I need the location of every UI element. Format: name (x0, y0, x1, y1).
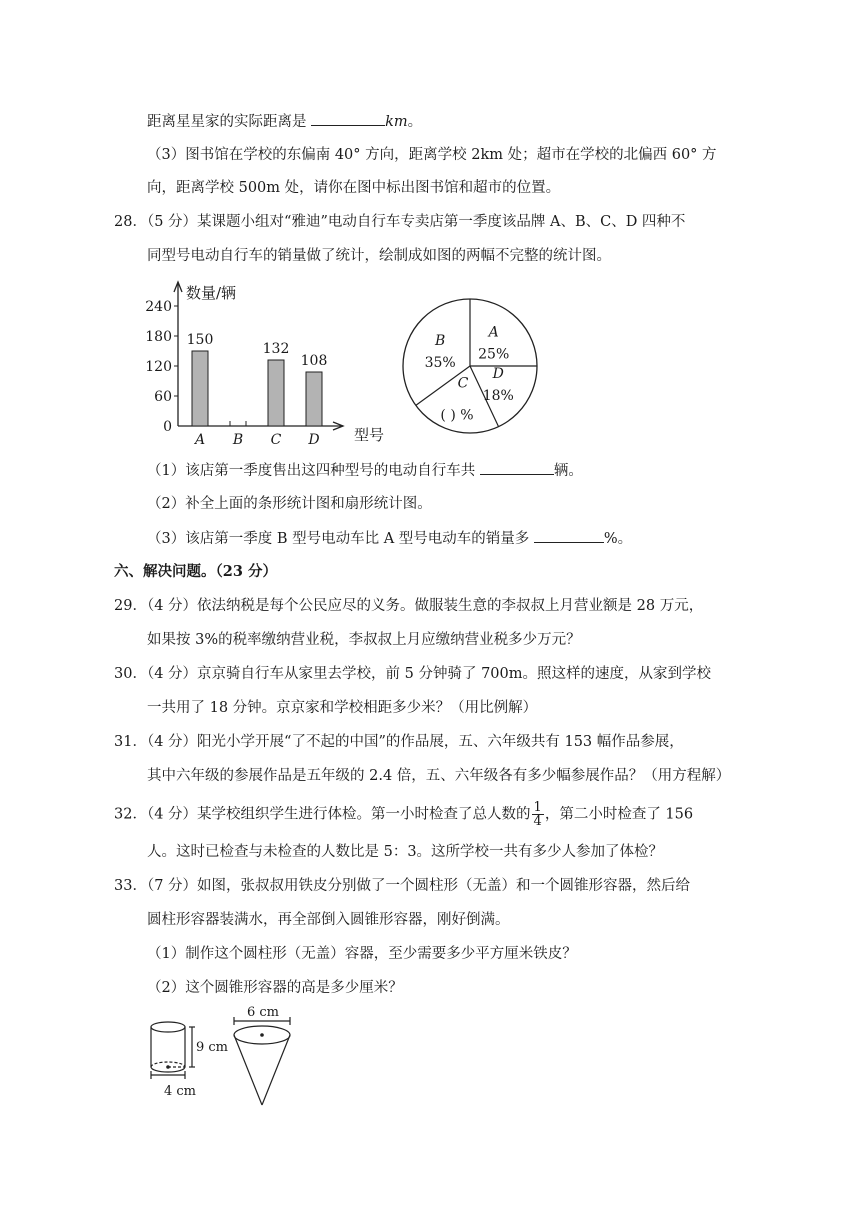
x-tick-label: C (270, 432, 282, 448)
frac-numerator: 1 (533, 800, 542, 815)
q28-sub1-end: 辆。 (553, 463, 583, 479)
bar-chart (140, 278, 400, 448)
q30-line1: 30．（4 分）京京骑自行车从家里去学校，前 5 分钟骑了 700m。照这样的速度，从家到学校 (114, 666, 712, 682)
pie-slice-label-C: ( ) % (440, 407, 474, 424)
q27-part3-line2: 向，距离学校 500m 处，请你在图中标出图书馆和超市的位置。 (147, 180, 561, 196)
y-tick-label: 240 (145, 299, 172, 315)
bar-value-label: 108 (300, 353, 328, 369)
q27-part3-line1: （3）图书馆在学校的东偏南 40° 方向，距离学校 2km 处；超市在学校的北偏西 60° 方 (147, 147, 717, 163)
y-tick-label: 60 (154, 389, 172, 405)
q28-sub3 (147, 528, 632, 549)
x-tick-label: B (232, 432, 244, 448)
fraction-one-quarter (532, 801, 544, 828)
bar-ylabel: 数量/辆 (186, 284, 237, 302)
answer-blank[interactable] (480, 460, 554, 475)
pie-slice-label-B: 35% (424, 354, 456, 371)
answer-blank[interactable] (534, 528, 604, 543)
q28-sub3-text: （3）该店第一季度 B 型号电动车比 A 型号电动车的销量多 (147, 531, 530, 547)
q33-sub1: （1）制作这个圆柱形（无盖）容器，至少需要多少平方厘米铁皮？ (147, 946, 577, 962)
q28-line1: 28．（5 分）某课题小组对“雅迪”电动自行车专卖店第一季度该品牌 A、B、C、D 四种不 (114, 214, 686, 230)
q32-line1 (114, 801, 693, 828)
q31-line1: 31．（4 分）阳光小学开展“了不起的中国”的作品展，五、六年级共有 153 幅作品参展， (114, 734, 684, 750)
bar-D (306, 372, 322, 426)
q27-line-a-end: 。 (407, 114, 423, 130)
pie-slice-name-A: A (488, 324, 499, 341)
q28-sub3-end: %。 (603, 531, 633, 547)
q32-line2: 人。这时已检查与未检查的人数比是 5：3。这所学校一共有多少人参加了体检？ (147, 844, 664, 860)
section-heading: 六、解决问题。（23 分） (114, 563, 277, 580)
q28-sub1-text: （1）该店第一季度售出这四种型号的电动自行车共 (147, 463, 476, 479)
q30-line2: 一共用了 18 分钟。京京家和学校相距多少米？（用比例解） (147, 700, 538, 716)
pie-slice-name-C: C (457, 375, 469, 392)
x-tick-label: D (308, 432, 320, 448)
pie-chart (398, 296, 543, 441)
bar-C (268, 360, 284, 426)
q33-line1: 33．（7 分）如图，张叔叔用铁皮分别做了一个圆柱形（无盖）和一个圆锥形容器，然后给 (114, 878, 691, 894)
bar-xlabel: 型号 (354, 426, 385, 444)
q33-line2: 圆柱形容器装满水，再全部倒入圆锥形容器，刚好倒满。 (147, 912, 510, 928)
pie-slice-name-D: D (492, 365, 504, 382)
unit-km: km (385, 114, 408, 130)
q29-line2: 如果按 3%的税率缴纳营业税，李叔叔上月应缴纳营业税多少万元？ (147, 632, 581, 648)
q28-line2: 同型号电动自行车的销量做了统计，绘制成如图的两幅不完整的统计图。 (147, 248, 611, 264)
y-tick-label: 120 (145, 359, 172, 375)
q28-sub1 (147, 460, 583, 481)
q31-line2: 其中六年级的参展作品是五年级的 2.4 倍，五、六年级各有多少幅参展作品？（用方程解） (147, 768, 731, 784)
q27-line-a-text: 距离星星家的实际距离是 (147, 114, 307, 130)
x-tick-label: A (194, 432, 206, 448)
y-tick-label: 180 (145, 329, 172, 345)
pie-slice-label-D: 18% (482, 387, 514, 404)
pie-slice-name-B: B (435, 332, 446, 349)
q32-line1-end: ，第二小时检查了 156 (544, 806, 694, 823)
cylinder-diameter-label: 4 cm (164, 1084, 197, 1099)
frac-denominator: 4 (533, 814, 542, 829)
cylinder-cone-figure (140, 1005, 340, 1115)
q29-line1: 29．（4 分）依法纳税是每个公民应尽的义务。做服装生意的李叔叔上月营业额是 28 万元， (114, 598, 704, 614)
answer-blank[interactable] (311, 111, 385, 126)
q33-sub2: （2）这个圆锥形容器的高是多少厘米？ (147, 980, 403, 996)
cone-shape (234, 1017, 290, 1105)
cylinder-height-label: 9 cm (196, 1040, 229, 1055)
q27-line-a (147, 111, 422, 132)
q28-sub2: （2）补全上面的条形统计图和扇形统计图。 (147, 496, 432, 512)
q32-line1-text: 32．（4 分）某学校组织学生进行体检。第一小时检查了总人数的 (114, 806, 531, 823)
bar-A (192, 351, 208, 426)
bar-value-label: 150 (186, 332, 214, 348)
pie-slice-label-A: 25% (478, 346, 510, 363)
bar-value-label: 132 (262, 341, 290, 357)
cylinder-shape (151, 1022, 195, 1079)
y-tick-label: 0 (163, 419, 172, 435)
cone-diameter-label: 6 cm (247, 1005, 280, 1020)
